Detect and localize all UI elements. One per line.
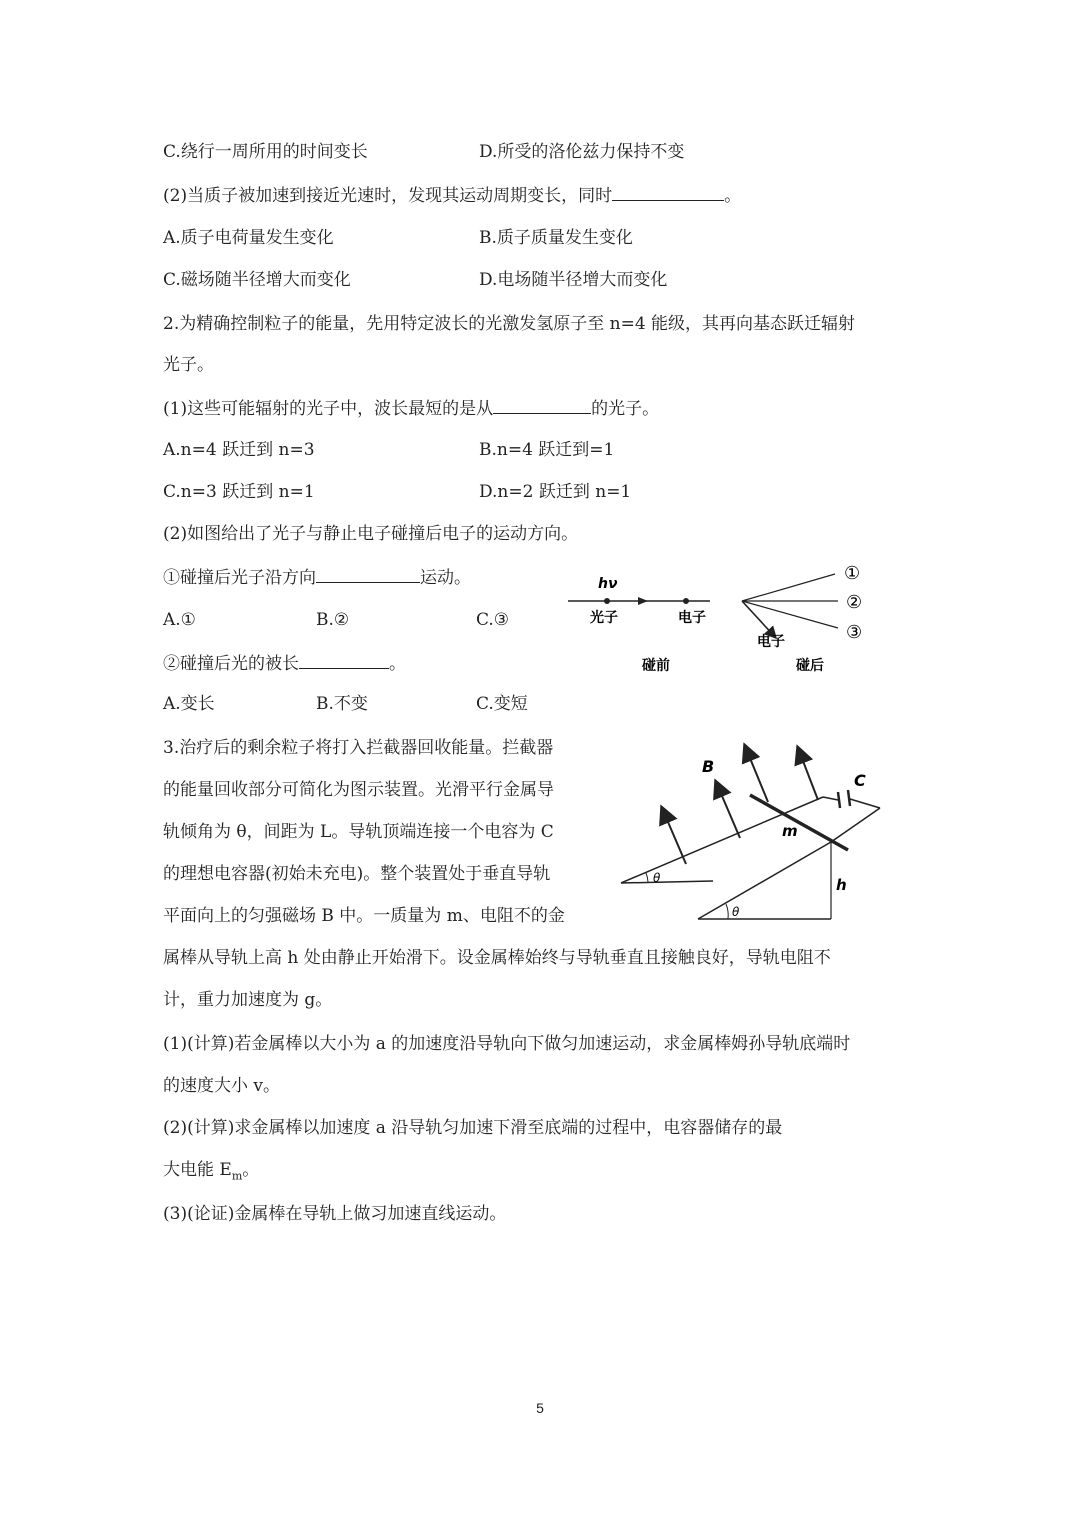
- q2-part2-text: ②碰撞后光的被长: [163, 654, 299, 674]
- incident-arrow-icon: [638, 597, 648, 605]
- electron-label: 电子: [678, 610, 706, 626]
- mass-label-m: m: [782, 822, 798, 840]
- capacitor-plate-right: [848, 790, 850, 806]
- q2-part2-option-b: B.不变: [316, 694, 368, 714]
- q1-sub2-option-c: C.磁场随半径增大而变化: [163, 270, 351, 290]
- collision-figure: [560, 560, 880, 680]
- q1-option-d: D.所受的洛伦兹力保持不变: [479, 142, 685, 162]
- q2-part2-end: 。: [389, 654, 406, 674]
- angle-label-top: θ: [653, 871, 661, 885]
- q2-part2-stem: [163, 652, 406, 675]
- q2-part2-option-a: A.变长: [163, 694, 215, 714]
- q1-sub2-option-b: B.质子质量发生变化: [479, 228, 633, 248]
- q1-sub2-end: 。: [724, 186, 742, 206]
- q3-sub2-subscript: m: [231, 1169, 243, 1183]
- q2-sub1-option-c: C.n=3 跃迁到 n=1: [163, 482, 315, 502]
- q2-stem-line2: 光子。: [163, 355, 214, 375]
- q2-part1-blank: [316, 566, 420, 583]
- q1-sub2-text: (2)当质子被加速到接近光速时，发现其运动周期变长，同时: [163, 186, 613, 206]
- q2-part1-option-a: A.①: [163, 610, 196, 630]
- q2-part1-stem: [163, 566, 471, 589]
- q3-sub1-line2: 的速度大小 v。: [163, 1076, 281, 1096]
- q3-sub3: (3)(论证)金属棒在导轨上做习加速直线运动。: [163, 1204, 507, 1224]
- q2-part1-end: 运动。: [420, 568, 471, 588]
- q2-part2-option-c: C.变短: [476, 694, 528, 714]
- q3-stem-line6: 属棒从导轨上高 h 处由静止开始滑下。设金属棒始终与导轨垂直且接触良好，导轨电阻不: [163, 948, 831, 968]
- q3-stem-line1: 3.治疗后的剩余粒子将打入拦截器回收能量。拦截器: [163, 738, 554, 758]
- q3-stem-line2: 的能量回收部分可简化为图示装置。光滑平行金属导: [163, 780, 554, 800]
- upper-rail-lead: [823, 797, 838, 800]
- after-label: 碰后: [796, 658, 824, 674]
- direction-3-label: ③: [846, 622, 863, 643]
- field-label-B: B: [702, 757, 715, 776]
- direction-3-line: [742, 601, 838, 628]
- q3-sub2-line2: [163, 1159, 259, 1187]
- q3-stem-line4: 的理想电容器(初始未充电)。整个装置处于垂直导轨: [163, 864, 551, 884]
- q2-sub2-stem: (2)如图给出了光子与静止电子碰撞后电子的运动方向。: [163, 524, 579, 544]
- capacitor-label-C: C: [854, 771, 866, 790]
- height-label-h: h: [836, 876, 847, 894]
- photon-label: 光子: [590, 610, 618, 626]
- angle-arc-top: [646, 873, 648, 882]
- direction-1-line: [742, 574, 835, 601]
- q3-stem-line7: 计，重力加速度为 g。: [163, 990, 333, 1010]
- q2-sub1-stem: [163, 397, 659, 420]
- electron-after-arrow: [742, 601, 776, 638]
- electron-after-label: 电子: [757, 634, 785, 650]
- capacitor-lead-right: [850, 799, 880, 808]
- field-arrow-1: [662, 808, 686, 864]
- angle-arc-bottom: [726, 904, 728, 919]
- q1-sub2-option-a: A.质子电荷量发生变化: [163, 228, 334, 248]
- upper-rail-base: [621, 881, 713, 883]
- electron-dot: [683, 598, 689, 604]
- q1-option-c: C.绕行一周所用的时间变长: [163, 142, 368, 162]
- q3-sub2-line1: (2)(计算)求金属棒以加速度 a 沿导轨匀加速下滑至底端的过程中，电容器储存的最: [163, 1118, 783, 1138]
- q3-sub2-line2-end: 。: [242, 1160, 260, 1180]
- q3-sub1-line1: (1)(计算)若金属棒以大小为 a 的加速度沿导轨向下做匀加速运动，求金属棒姆孙导轨底端时: [163, 1034, 851, 1054]
- hv-label: hν: [598, 576, 618, 592]
- field-arrow-4: [798, 748, 818, 800]
- field-arrow-3: [745, 746, 768, 802]
- q2-sub1-end: 的光子。: [591, 399, 660, 419]
- lower-rail: [698, 842, 831, 919]
- direction-1-label: ①: [844, 563, 861, 584]
- q2-stem-line1: 2.为精确控制粒子的能量，先用特定波长的光激发氢原子至 n=4 能级，其再向基态跃迁辐射: [163, 314, 856, 334]
- q1-sub2-stem: [163, 184, 741, 207]
- q3-stem-line5: 平面向上的匀强磁场 B 中。一质量为 m、电阻不的金: [163, 906, 565, 926]
- photon-dot: [604, 598, 610, 604]
- q2-sub1-option-b: B.n=4 跃迁到=1: [479, 440, 615, 460]
- q2-part1-option-b: B.②: [316, 610, 350, 630]
- q2-part1-option-c: C.③: [476, 610, 510, 630]
- q2-sub1-blank: [493, 397, 591, 414]
- page-number: 5: [536, 1400, 544, 1416]
- direction-2-label: ②: [846, 592, 863, 613]
- q2-part2-blank: [299, 652, 389, 669]
- q2-sub1-option-a: A.n=4 跃迁到 n=3: [163, 440, 315, 460]
- q3-stem-line3: 轨倾角为 θ，间距为 L。导轨顶端连接一个电容为 C: [163, 822, 554, 842]
- q2-part1-text: ①碰撞后光子沿方向: [163, 568, 316, 588]
- q3-sub2-line2-text: 大电能 E: [163, 1160, 232, 1180]
- before-label: 碰前: [642, 658, 670, 674]
- angle-label-bottom: θ: [732, 905, 740, 919]
- q1-sub2-option-d: D.电场随半径增大而变化: [479, 270, 668, 290]
- capacitor-plate-left: [838, 792, 840, 808]
- q2-sub1-text: (1)这些可能辐射的光子中，波长最短的是从: [163, 399, 494, 419]
- rail-figure: [618, 738, 903, 923]
- q1-sub2-blank: [612, 184, 724, 201]
- upper-rail: [621, 797, 823, 883]
- field-arrow-2: [716, 782, 740, 838]
- right-vertical-link: [831, 808, 880, 842]
- q2-sub1-option-d: D.n=2 跃迁到 n=1: [479, 482, 632, 502]
